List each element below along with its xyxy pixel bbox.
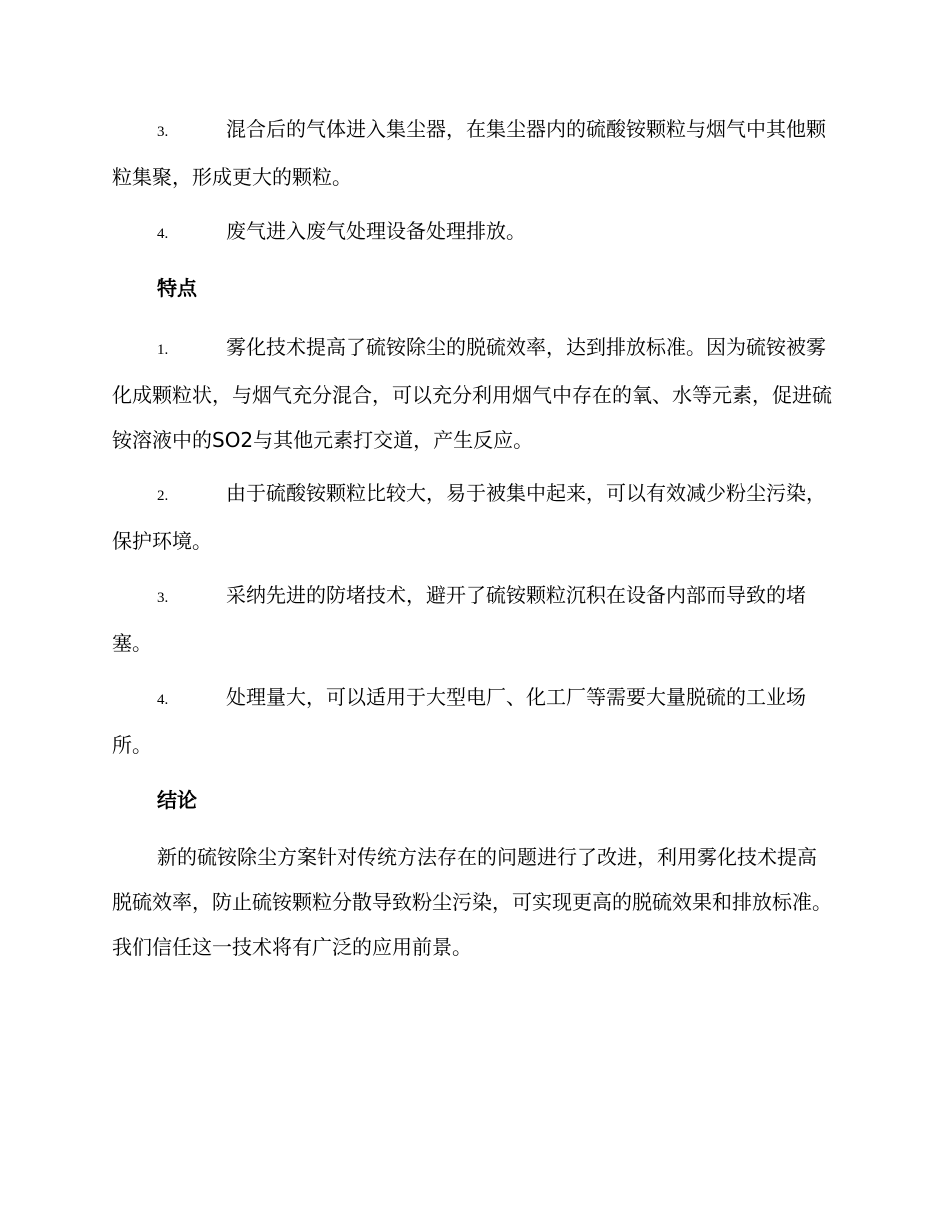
item-number: 4. xyxy=(157,226,169,242)
item-number: 4. xyxy=(157,692,169,708)
feature-item-3 xyxy=(112,573,832,666)
process-item-3 xyxy=(112,107,832,200)
item-text: 处理量大，可以适用于大型电厂、化工厂等需要大量脱硫的工业场所。 xyxy=(112,685,806,757)
feature-item-2 xyxy=(112,471,832,564)
conclusion-heading: 结论 xyxy=(157,788,197,812)
item-number: 1. xyxy=(157,342,169,358)
feature-item-4 xyxy=(112,675,832,768)
item-text: 废气进入废气处理设备处理排放。 xyxy=(226,219,526,243)
features-heading: 特点 xyxy=(157,276,197,300)
conclusion-paragraph: 新的硫铵除尘方案针对传统方法存在的问题进行了改进，利用雾化技术提高脱硫效率，防止硫铵颗粒分散导致粉尘污染，可实现更高的脱硫效果和排放标准。我们信任这一技术将有广泛的应用前景。 xyxy=(112,845,832,959)
item-text: 采纳先进的防堵技术，避开了硫铵颗粒沉积在设备内部而导致的堵塞。 xyxy=(112,583,806,655)
feature-item-1 xyxy=(112,325,832,463)
item-number: 3. xyxy=(157,590,169,606)
item-number: 3. xyxy=(157,124,169,140)
item-text: 混合后的气体进入集尘器，在集尘器内的硫酸铵颗粒与烟气中其他颗粒集聚，形成更大的颗粒。 xyxy=(112,117,826,189)
item-text: 雾化技术提高了硫铵除尘的脱硫效率，达到排放标准。因为硫铵被雾化成颗粒状，与烟气充分混合，可以充分利用烟气中存在的氧、水等元素，促进硫铵溶液中的SO2与其他元素打交道，产生反应。 xyxy=(112,335,832,452)
process-item-4 xyxy=(112,209,832,257)
item-text: 由于硫酸铵颗粒比较大，易于被集中起来，可以有效减少粉尘污染，保护环境。 xyxy=(112,481,826,553)
item-number: 2. xyxy=(157,488,169,504)
